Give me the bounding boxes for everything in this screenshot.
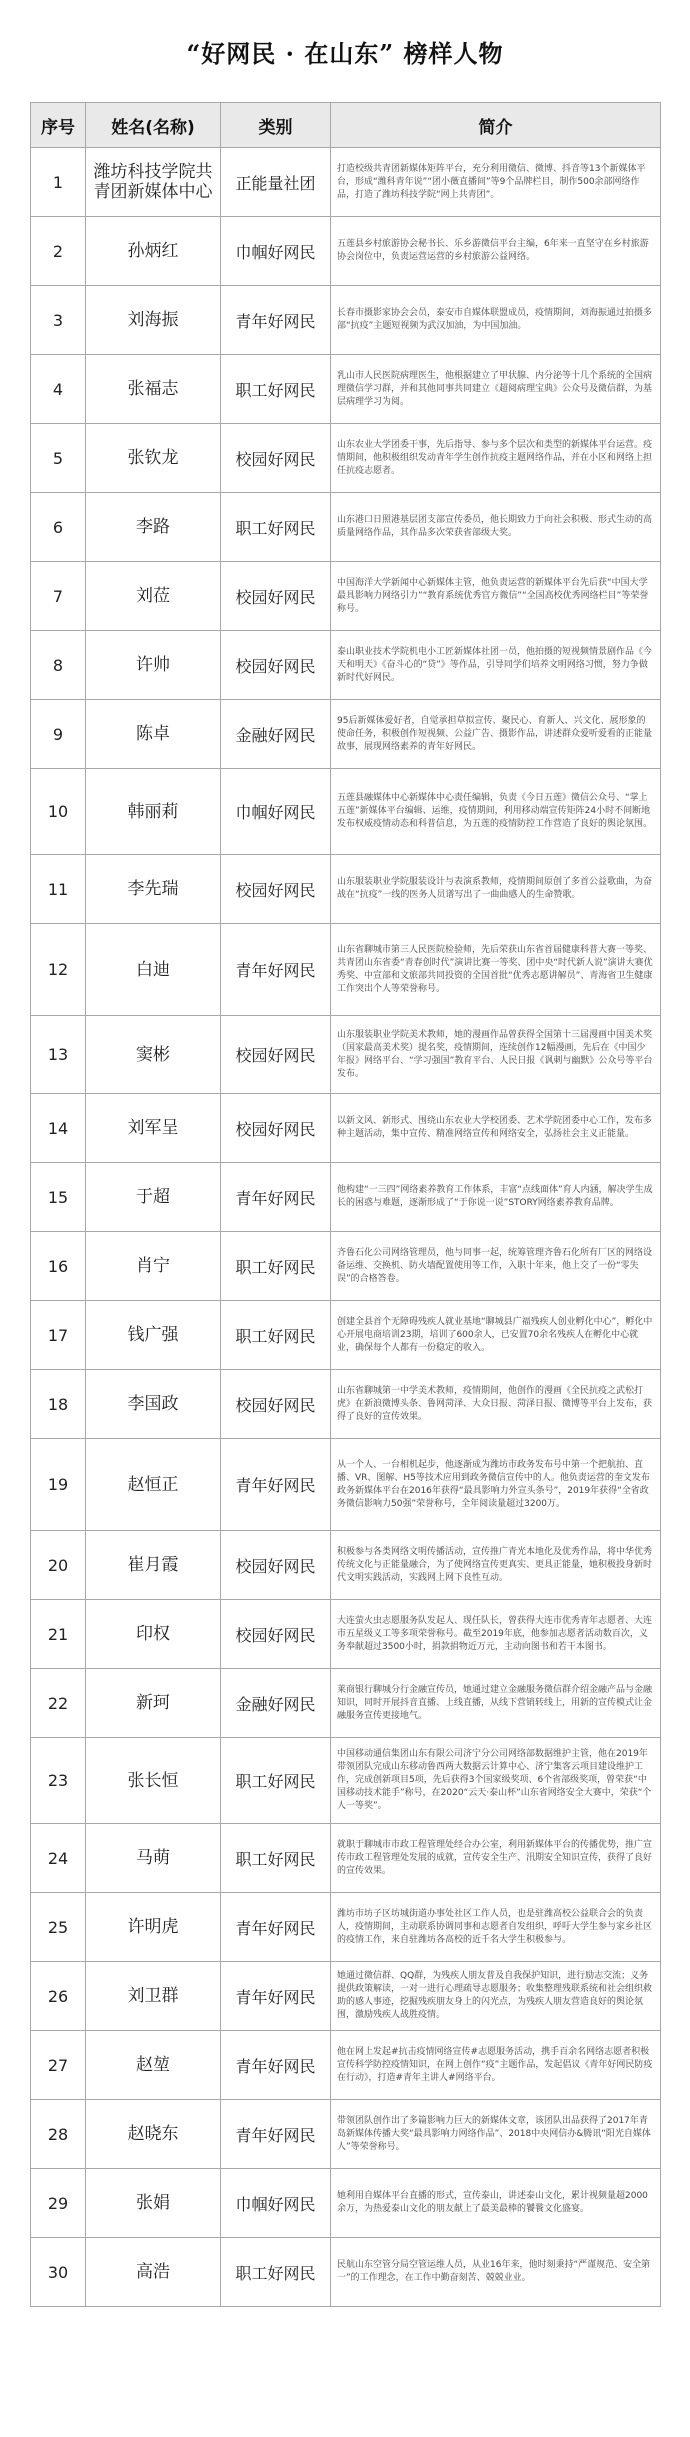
row-number: 20 (31, 1531, 86, 1600)
table-row (31, 1600, 661, 1669)
honoree-name: 潍坊科技学院共青团新媒体中心 (86, 148, 221, 217)
row-number: 8 (31, 631, 86, 700)
row-number: 17 (31, 1301, 86, 1370)
header-category: 类别 (221, 103, 331, 148)
table-row (31, 1163, 661, 1232)
honoree-category: 巾帼好网民 (221, 217, 331, 286)
honoree-category: 青年好网民 (221, 286, 331, 355)
row-number: 26 (31, 1962, 86, 2031)
row-number: 30 (31, 2238, 86, 2307)
table-row (31, 1962, 661, 2031)
honoree-intro: 乳山市人民医院病理医生，他根据建立了甲状腺、内分泌等十几个系统的全国病理微信学习群，并和其他同事共同建立《超阅病理宝典》公众号及微信群，为基层病理学习为阅。 (331, 355, 661, 424)
row-number: 24 (31, 1824, 86, 1893)
honoree-category: 青年好网民 (221, 2031, 331, 2100)
table-row (31, 1531, 661, 1600)
row-number: 19 (31, 1439, 86, 1531)
honoree-intro: 山东港口日照港基层团支部宣传委员，他长期致力于向社会积极、形式生动的高质量网络作品，其作品多次荣获省部级大奖。 (331, 493, 661, 562)
honoree-name: 陈卓 (86, 700, 221, 769)
table-row (31, 769, 661, 855)
row-number: 2 (31, 217, 86, 286)
row-number: 27 (31, 2031, 86, 2100)
honoree-category: 金融好网民 (221, 1669, 331, 1738)
table-row (31, 2169, 661, 2238)
page-title: “好网民 · 在山东” 榜样人物 (186, 39, 504, 68)
honoree-intro: 大连萤火虫志愿服务队发起人、现任队长，曾获得大连市优秀青年志愿者、大连市五星级义工等多项荣誉称号。截至2019年底，他参加志愿者活动数百次，义务奉献超过3500小时，捐款捐物近万元，主动向图书和若干本图书。 (331, 1600, 661, 1669)
honoree-category: 校园好网民 (221, 1370, 331, 1439)
row-number: 4 (31, 355, 86, 424)
row-number: 14 (31, 1094, 86, 1163)
honoree-intro: 五莲县乡村旅游协会秘书长、乐乡游微信平台主编，6年来一直坚守在乡村旅游协会岗位中，负责运营运营的乡村旅游公益网络。 (331, 217, 661, 286)
honoree-category: 校园好网民 (221, 855, 331, 924)
honoree-name: 新珂 (86, 1669, 221, 1738)
honoree-name: 赵晓东 (86, 2100, 221, 2169)
honoree-intro: 山东服装职业学院服装设计与表演系教师，疫情期间原创了多首公益歌曲，为奋战在“抗疫”一线的医务人员谱写出了一曲曲感人的生命赞歌。 (331, 855, 661, 924)
row-number: 3 (31, 286, 86, 355)
honoree-intro: 中国移动通信集团山东有限公司济宁分公司网络部数据维护主管，他在2019年带领团队完成山东移动鲁西两大数据云计算中心、济宁集客云项目建设维护工作，完成创新项目5项，先后获得3个国家级奖项、6个省部级奖项，曾荣获“中国移动技术能手”称号，在2020“云天·泰山杯”山东省网络安全大赛中，荣获“个人一等奖”。 (331, 1738, 661, 1824)
honoree-name: 白迪 (86, 924, 221, 1016)
honoree-category: 金融好网民 (221, 700, 331, 769)
table-row (31, 1232, 661, 1301)
row-number: 18 (31, 1370, 86, 1439)
honoree-name: 窦彬 (86, 1016, 221, 1094)
row-number: 12 (31, 924, 86, 1016)
header-name: 姓名(名称) (86, 103, 221, 148)
honoree-name: 孙炳红 (86, 217, 221, 286)
honoree-category: 青年好网民 (221, 1962, 331, 2031)
honoree-category: 职工好网民 (221, 1232, 331, 1301)
table-row (31, 1301, 661, 1370)
honoree-name: 肖宁 (86, 1232, 221, 1301)
table-row (31, 1824, 661, 1893)
honoree-name: 许明虎 (86, 1893, 221, 1962)
honoree-intro: 他在网上发起#抗击疫情网络宣传#志愿服务活动，携手百余名网络志愿者积极宣传科学防控疫情知识，在网上创作“疫”主题作品，发起倡议《青年好网民防疫在行动》，打造#青年主讲人#网络平台。 (331, 2031, 661, 2100)
honoree-intro: 民航山东空管分局空管运维人员，从业16年来，他时刻秉持“严谨规范、安全第一”的工作理念，在工作中勤奋刻苦、兢兢业业。 (331, 2238, 661, 2307)
honoree-intro: 潍坊市坊子区坊城街道办事处社区工作人员，也是驻潍高校公益联合会的负责人，疫情期间，主动联系协调同事和志愿者自发组织，呼吁大学生参与家乡社区的疫情工作，来自驻潍坊各高校的近千名大学生积极参与。 (331, 1893, 661, 1962)
honoree-name: 张钦龙 (86, 424, 221, 493)
honoree-intro: 长春市摄影家协会会员，泰安市自媒体联盟成员，疫情期间，刘海振通过拍摄多部“抗疫”主题短视频为武汉加油，为中国加油。 (331, 286, 661, 355)
table-row (31, 286, 661, 355)
table-header-row (31, 103, 661, 148)
header-intro: 简介 (331, 103, 661, 148)
honoree-category: 青年好网民 (221, 1439, 331, 1531)
honoree-category: 校园好网民 (221, 1531, 331, 1600)
honoree-name: 刘海振 (86, 286, 221, 355)
honoree-intro: 莱商银行聊城分行金融宣传员，她通过建立金融服务微信群介绍金融产品与金融知识，同时开展抖音直播、上线直播，从线下营销转线上，用新的宣传模式让金融服务宣传更接地气。 (331, 1669, 661, 1738)
row-number: 29 (31, 2169, 86, 2238)
row-number: 16 (31, 1232, 86, 1301)
table-row (31, 855, 661, 924)
honoree-intro: 创建全县首个无障碍残疾人就业基地“聊城县广福残疾人创业孵化中心”，孵化中心开展电商培训23期，培训了600余人，已安置70余名残疾人在孵化中心就业，确保每个人都有一份稳定的收入。 (331, 1301, 661, 1370)
honoree-intro: 95后新媒体爱好者，自觉承担草拟宣传、聚民心、育新人、兴文化、展形象的使命任务，积极创作短视频、公益广告、摄影作品，讲述群众爱听爱看的正能量故事，展现网络素养的青年好网民。 (331, 700, 661, 769)
honoree-intro: 五莲县融媒体中心新媒体中心责任编辑，负责《今日五莲》微信公众号、“掌上五莲”新媒体平台编辑、运维，疫情期间，利用移动端宣传矩阵24小时不间断地发布权威疫情动态和科普信息，为五莲的疫情防控工作营造了良好的舆论氛围。 (331, 769, 661, 855)
honoree-category: 青年好网民 (221, 2100, 331, 2169)
table-row (31, 355, 661, 424)
honoree-intro: 泰山职业技术学院机电小工匠新媒体社团一员，他拍摄的短视频情景剧作品《今天和明天》《奋斗心的“贷”》等作品，引导同学们培养文明网络习惯，努力争做新时代好网民。 (331, 631, 661, 700)
honoree-intro: 积极参与各类网络文明传播活动，宣传推广青光本地化及优秀作品，将中华优秀传统文化与正能量融合，为了使网络宣传更真实、更具正能量，她积极投身新时代文明实践活动，实践网上网下良性互动。 (331, 1531, 661, 1600)
row-number: 9 (31, 700, 86, 769)
table-row (31, 2238, 661, 2307)
honoree-name: 李国政 (86, 1370, 221, 1439)
honoree-intro: 从一个人、一台相机起步，他逐渐成为潍坊市政务发布号中第一个把航拍、直播、VR、图解、H5等技术应用到政务微信宣传中的人。他负责运营的奎文发布政务新媒体平台在2016年获得“最具影响力外宣头条号”，2019年获得“全省政务微信影响力50强”荣誉称号，全年阅读量超过3200万。 (331, 1439, 661, 1531)
table-row (31, 1738, 661, 1824)
honoree-name: 钱广强 (86, 1301, 221, 1370)
honoree-category: 巾帼好网民 (221, 769, 331, 855)
honoree-name: 刘卫群 (86, 1962, 221, 2031)
honoree-name: 赵堃 (86, 2031, 221, 2100)
honoree-name: 许帅 (86, 631, 221, 700)
honoree-name: 赵恒正 (86, 1439, 221, 1531)
honoree-intro: 就职于聊城市市政工程管理处经合办公室，利用新媒体平台的传播优势，推广宣传市政工程管理处发展的成就，宣传安全生产、汛期安全知识宣传，获得了良好的宣传效果。 (331, 1824, 661, 1893)
honoree-category: 校园好网民 (221, 424, 331, 493)
honoree-category: 职工好网民 (221, 493, 331, 562)
table-row (31, 2031, 661, 2100)
table-row (31, 1094, 661, 1163)
honoree-category: 校园好网民 (221, 1016, 331, 1094)
row-number: 11 (31, 855, 86, 924)
table-row (31, 631, 661, 700)
table-row (31, 493, 661, 562)
honoree-category: 正能量社团 (221, 148, 331, 217)
row-number: 1 (31, 148, 86, 217)
honoree-intro: 中国海洋大学新闻中心新媒体主管，他负责运营的新媒体平台先后获“中国大学最具影响力网络引力”“教育系统优秀官方微信”“全国高校优秀网络栏目”等荣誉称号。 (331, 562, 661, 631)
honoree-name: 李先瑞 (86, 855, 221, 924)
honoree-table (30, 102, 661, 2307)
honoree-name: 刘莅 (86, 562, 221, 631)
honoree-name: 印权 (86, 1600, 221, 1669)
table-row (31, 1893, 661, 1962)
row-number: 21 (31, 1600, 86, 1669)
honoree-category: 校园好网民 (221, 562, 331, 631)
table-row (31, 1439, 661, 1531)
row-number: 6 (31, 493, 86, 562)
honoree-name: 张福志 (86, 355, 221, 424)
honoree-category: 青年好网民 (221, 1163, 331, 1232)
honoree-category: 职工好网民 (221, 355, 331, 424)
honoree-name: 李路 (86, 493, 221, 562)
table-row (31, 700, 661, 769)
honoree-intro: 山东服装职业学院美术教师，她的漫画作品曾获得全国第十三届漫画中国美术奖（国家最高美术奖）提名奖，疫情期间，连续创作12幅漫画，先后在《中国少年报》网络平台、“学习强国”教育平台、人民日报《讽刺与幽默》公众号等平台发布。 (331, 1016, 661, 1094)
table-body (31, 148, 661, 2307)
table-row (31, 562, 661, 631)
table-row (31, 1370, 661, 1439)
honoree-intro: 山东省聊城第一中学美术教师，疫情期间，他创作的漫画《全民抗疫之武松打虎》在新浪微博头条、鲁网菏泽、大众日报、菏泽日报、微博等平台上发布，获得了良好的宣传效果。 (331, 1370, 661, 1439)
honoree-name: 刘军呈 (86, 1094, 221, 1163)
honoree-intro: 打造校级共青团新媒体矩阵平台，充分利用微信、微博、抖音等13个新媒体平台，形成“潍科青年说”“团小薇直播间”等9个品牌栏目，制作500余部网络作品，打造了潍坊科技学院“网上共青团”。 (331, 148, 661, 217)
table-row (31, 2100, 661, 2169)
row-number: 22 (31, 1669, 86, 1738)
table-row (31, 924, 661, 1016)
honoree-category: 校园好网民 (221, 631, 331, 700)
honoree-name: 张娟 (86, 2169, 221, 2238)
honoree-intro: 山东农业大学团委干事，先后指导、参与多个层次和类型的新媒体平台运营。疫情期间，他积极组织发动青年学生创作抗疫主题网络作品，并在小区和网络上担任抗疫志愿者。 (331, 424, 661, 493)
honoree-intro: 山东省聊城市第三人民医院检验师，先后荣获山东省首届健康科普大赛一等奖、共青团山东省委“青春创时代”演讲比赛一等奖、团中央“时代新人说”演讲大赛优秀奖、中宣部和文旅部共同投资的全国首批“优秀志愿讲解员”、青海省卫生健康工作突出个人等荣誉称号。 (331, 924, 661, 1016)
honoree-category: 青年好网民 (221, 1893, 331, 1962)
honoree-name: 崔月霞 (86, 1531, 221, 1600)
honoree-intro: 带领团队创作出了多篇影响力巨大的新媒体文章，该团队出品获得了2017年青岛新媒体传播大奖“最具影响力网络作品”、2018中央网信办&腾讯“阳光自媒体人”等荣誉称号。 (331, 2100, 661, 2169)
row-number: 28 (31, 2100, 86, 2169)
honoree-name: 韩丽莉 (86, 769, 221, 855)
table-row (31, 217, 661, 286)
honoree-category: 巾帼好网民 (221, 2169, 331, 2238)
honoree-category: 青年好网民 (221, 924, 331, 1016)
header-number: 序号 (31, 103, 86, 148)
honoree-category: 校园好网民 (221, 1600, 331, 1669)
table-row (31, 1016, 661, 1094)
honoree-name: 马萌 (86, 1824, 221, 1893)
honoree-category: 职工好网民 (221, 1738, 331, 1824)
honoree-intro: 他构建“一三四”网络素养教育工作体系，丰富“点线面体”育人内涵，解决学生成长的困惑与难题，逐渐形成了“于你说一说”STORY网络素养教育品牌。 (331, 1163, 661, 1232)
row-number: 23 (31, 1738, 86, 1824)
row-number: 13 (31, 1016, 86, 1094)
honoree-intro: 她通过微信群、QQ群，为残疾人朋友普及自我保护知识，进行励志交流；义务提供政策解读，一对一进行心理疏导志愿服务；收集整理残联系统和社会组织救助的感人事迹，挖掘残疾朋友身上的闪光点，为残疾人朋友营造良好的舆论氛围，激励残疾人战胜疫情。 (331, 1962, 661, 2031)
honoree-intro: 齐鲁石化公司网络管理员，他与同事一起，统筹管理齐鲁石化所有厂区的网络设备运维、交换机、防火墙配置使用等工作，入职十年来，他上交了一份“零失误”的合格答卷。 (331, 1232, 661, 1301)
table-row (31, 1669, 661, 1738)
honoree-intro: 以新文风、新形式、围绕山东农业大学校团委、艺术学院团委中心工作，发布多种主题活动，集中宣传、精准网络宣传和网络安全，弘扬社会主义正能量。 (331, 1094, 661, 1163)
table-row (31, 424, 661, 493)
honoree-category: 校园好网民 (221, 1094, 331, 1163)
row-number: 15 (31, 1163, 86, 1232)
honoree-category: 职工好网民 (221, 2238, 331, 2307)
honoree-category: 职工好网民 (221, 1301, 331, 1370)
honoree-name: 高浩 (86, 2238, 221, 2307)
honoree-category: 职工好网民 (221, 1824, 331, 1893)
row-number: 10 (31, 769, 86, 855)
honoree-intro: 她利用自媒体平台直播的形式，宣传泰山，讲述泰山文化，累计视频量超2000余万，为热爱泰山文化的朋友献上了最美最棒的饕餮文化盛宴。 (331, 2169, 661, 2238)
honoree-name: 张长恒 (86, 1738, 221, 1824)
row-number: 25 (31, 1893, 86, 1962)
table-row (31, 148, 661, 217)
row-number: 7 (31, 562, 86, 631)
honoree-name: 于超 (86, 1163, 221, 1232)
row-number: 5 (31, 424, 86, 493)
